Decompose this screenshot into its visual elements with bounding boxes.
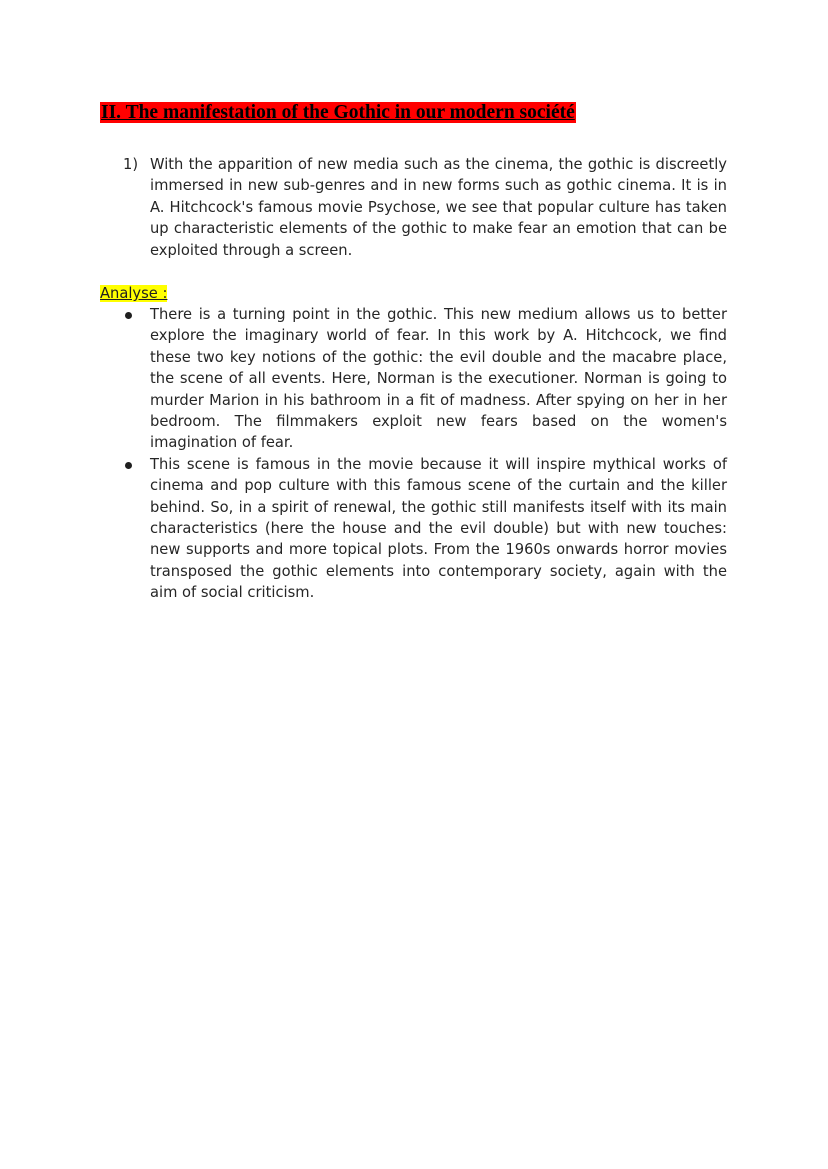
list-item [150,454,727,604]
bullet-icon [125,312,132,319]
numbered-point-1 [123,154,727,261]
section-heading [100,102,576,124]
section-heading-text: II. The manifestation of the Gothic in our modern société [101,102,575,123]
bullet-text: This scene is famous in the movie because it will inspire mythical works of cinema and pop culture with this famous scene of the curtain and the killer behind. So, in a spirit of renewal, the gothic still manifests itself with its main characteristics (here the house and the evil double) but with new touches: new supports and more topical plots. From the 1960s onwards horror movies transposed the gothic elements into contemporary society, again with the aim of social criticism. [150,455,727,602]
analysis-bullet-list [150,304,727,604]
list-number: 1) [123,156,139,173]
analyse-label [100,283,167,304]
analyse-label-text: Analyse : [100,285,168,302]
bullet-icon [125,462,132,469]
list-item [150,304,727,454]
numbered-point-text: With the apparition of new media such as the cinema, the gothic is discreetly immersed in new sub-genres and in new forms such as gothic cinema. It is in A. Hitchcock's famous movie Psychose, we see that popular culture has taken up characteristic elements of the gothic to make fear an emotion that can be exploited through a screen. [150,156,727,259]
bullet-text: There is a turning point in the gothic. This new medium allows us to better explore the imaginary world of fear. In this work by A. Hitchcock, we find these two key notions of the gothic: the evil double and the macabre place, the scene of all events. Here, Norman is the executioner. Norman is going to murder Marion in his bathroom in a fit of madness. After spying on her in her bedroom. The filmmakers exploit new fears based on the women's imagination of fear. [150,306,727,452]
